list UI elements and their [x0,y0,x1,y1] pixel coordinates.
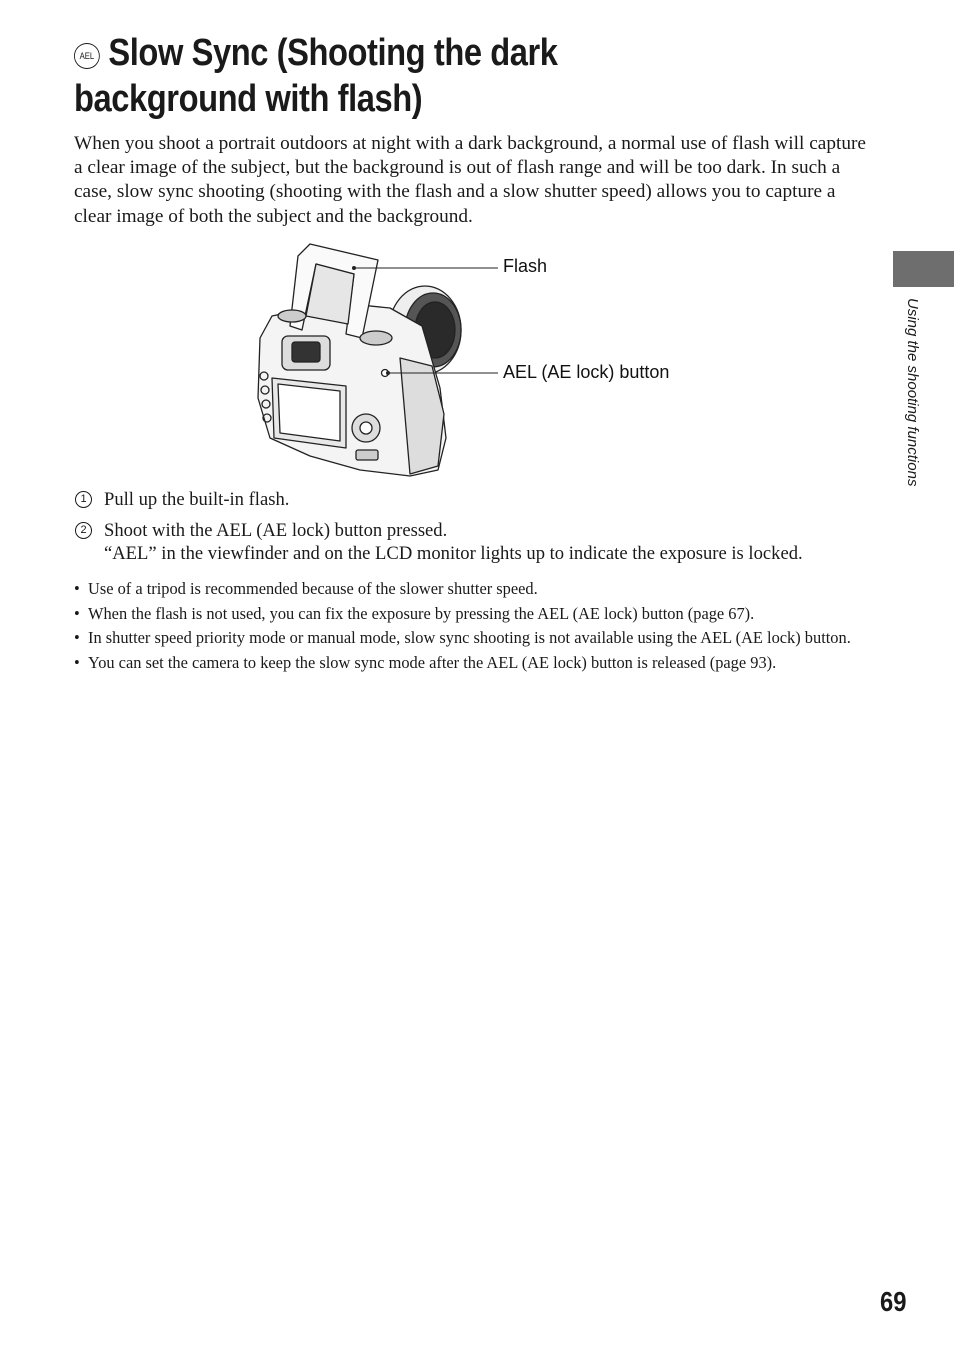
ael-icon: AEL [74,43,100,69]
camera-illustration [250,238,710,483]
bullet-icon: • [74,603,80,623]
title-text: Slow Sync (Shooting the dark background with flash) [74,32,558,120]
step-list [74,488,874,573]
ael-button-callout: AEL (AE lock) button [503,362,670,382]
step-number: 1 [75,491,92,508]
note-item [74,627,874,648]
bullet-icon: • [74,628,80,647]
step-text: Pull up the built-in flash. [104,489,290,510]
page-number: 69 [880,1286,907,1317]
section-tab-label: Using the shooting functions [904,298,921,487]
notes-list [74,578,874,676]
note-text: When the flash is not used, you can fix the exposure by pressing the AEL (AE lock) button (page 67). [88,603,755,623]
step-item [74,519,874,565]
note-item [74,578,874,599]
page-title [74,30,745,122]
step-text: Shoot with the AEL (AE lock) button pressed. [104,520,448,541]
section-tab [893,251,954,287]
flash-callout: Flash [503,256,548,276]
note-item [74,652,874,673]
step-item [74,488,874,511]
bullet-icon: • [74,579,80,598]
intro-paragraph: When you shoot a portrait outdoors at night with a dark background, a normal use of flash will capture a clear image of the subject, but the background is out of flash range and will be too dark. In such a case, slow sync shooting (shooting with the flash and a slow shutter speed) allows you to capture a clear image of both the subject and the background. [74,133,866,227]
note-text: Use of a tripod is recommended because of the slower shutter speed. [88,579,538,598]
step-detail: “AEL” in the viewfinder and on the LCD monitor lights up to indicate the exposure is locked. [104,543,803,564]
camera-figure [250,238,710,483]
step-number: 2 [75,522,92,539]
note-text: You can set the camera to keep the slow sync mode after the AEL (AE lock) button is released (page 93). [88,652,777,672]
note-text: In shutter speed priority mode or manual mode, slow sync shooting is not available using the AEL (AE lock) button. [88,628,851,647]
note-item [74,603,874,624]
bullet-icon: • [74,652,80,672]
